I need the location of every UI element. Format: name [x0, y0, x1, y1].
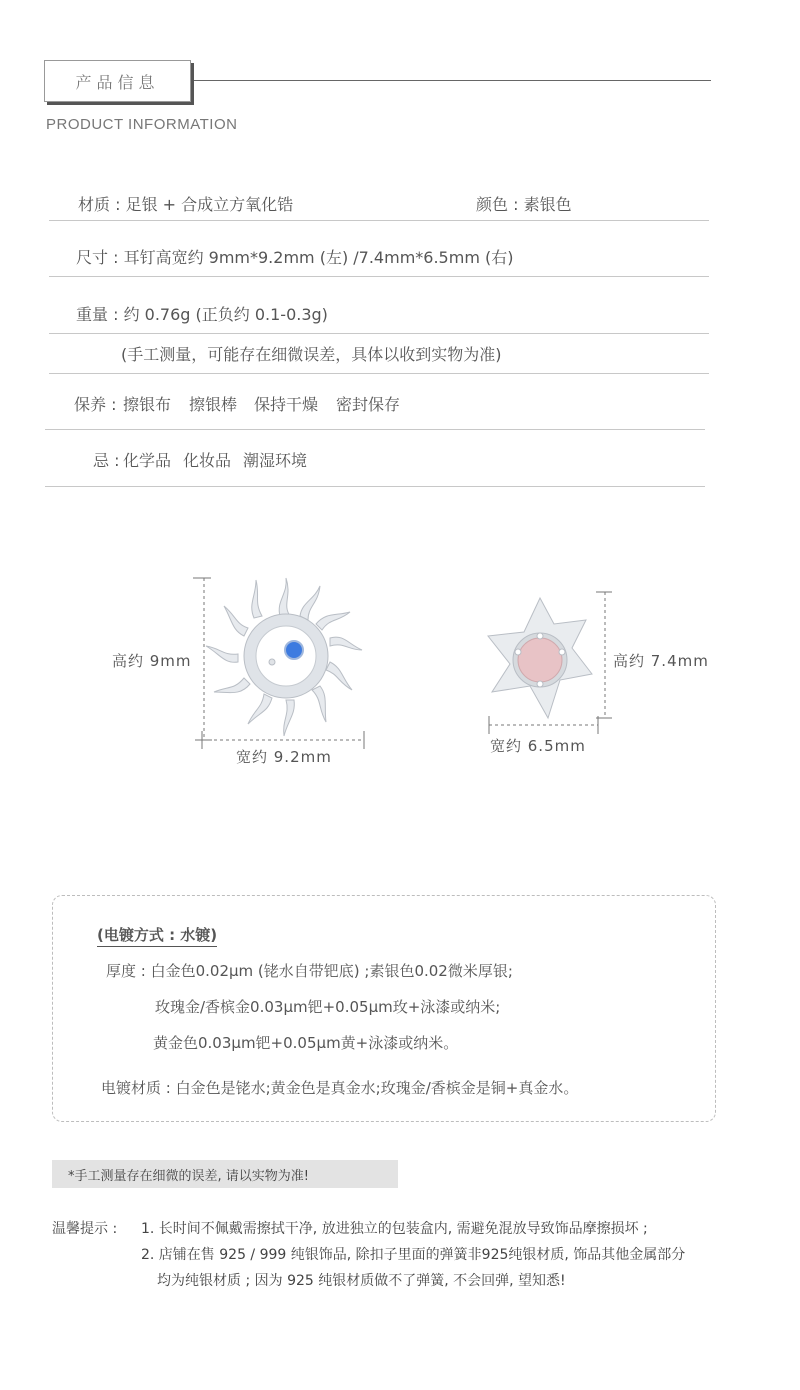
sun-earring	[206, 578, 362, 736]
plating-line: 玫瑰金/香槟金0.03μm钯+0.05μm玫+泳漆或纳米;	[155, 998, 501, 1016]
avoid-item: 化学品	[123, 451, 172, 470]
divider	[49, 276, 709, 277]
star-gem	[518, 638, 562, 682]
avoid-label: 忌 :	[93, 451, 120, 470]
left-height-guide	[193, 578, 212, 740]
plating-line: 厚度 : 白金色0.02μm (铑水自带钯底) ;素银色0.02微米厚银;	[106, 962, 513, 980]
divider	[45, 486, 705, 487]
tip-item: 1. 长时间不佩戴需擦拭干净, 放进独立的包装盒内, 需避免混放导致饰品摩擦损坏 ;	[141, 1221, 648, 1237]
header-line	[191, 80, 711, 81]
measurement-note-text: *手工测量存在细微的误差, 请以实物为准!	[68, 1168, 309, 1184]
divider	[45, 429, 705, 430]
avoid-item: 潮湿环境	[243, 451, 308, 470]
avoid-item: 化妆品	[183, 451, 232, 470]
material-text: 材质 : 足银 + 合成立方氧化锆	[78, 195, 294, 214]
plating-title: (电镀方式 : 水镀)	[97, 924, 217, 947]
tip-item-continued: 均为纯银材质 ; 因为 925 纯银材质做不了弹簧, 不会回弹, 望知悉!	[157, 1273, 566, 1289]
size-text: 尺寸 : 耳钉高宽约 9mm*9.2mm (左) /7.4mm*6.5mm (右)	[76, 248, 514, 267]
care-label: 保养 :	[74, 395, 117, 414]
color-text: 颜色 : 素银色	[476, 195, 572, 214]
right-height-label: 高约 7.4mm	[613, 652, 709, 670]
section-title-box	[44, 60, 191, 102]
tip-item: 2. 店铺在售 925 / 999 纯银饰品, 除扣子里面的弹簧非925纯银材质, 饰品其他金属部分	[141, 1247, 686, 1263]
divider	[49, 220, 709, 221]
sun-gem	[285, 641, 303, 659]
left-width-label: 宽约 9.2mm	[236, 748, 332, 766]
measurement-note	[52, 1160, 398, 1188]
right-width-guide	[489, 716, 598, 734]
plating-material-line: 电镀材质 : 白金色是铑水;黄金色是真金水;玫瑰金/香槟金是铜+真金水。	[101, 1079, 579, 1097]
star-earring	[488, 598, 592, 718]
tips-label: 温馨提示 :	[52, 1221, 118, 1237]
right-width-label: 宽约 6.5mm	[490, 737, 586, 755]
right-height-guide	[596, 592, 612, 718]
divider	[49, 373, 709, 374]
weight-note-text: (手工测量，可能存在细微误差，具体以收到实物为准)	[121, 345, 502, 364]
care-item: 密封保存	[336, 395, 401, 414]
weight-text: 重量 : 约 0.76g (正负约 0.1-0.3g)	[76, 305, 328, 324]
care-item: 擦银布	[123, 395, 172, 414]
care-item: 擦银棒	[189, 395, 238, 414]
section-title: 产品信息	[75, 72, 160, 92]
plating-line: 黄金色0.03μm钯+0.05μm黄+泳漆或纳米。	[153, 1034, 459, 1052]
left-height-label: 高约 9mm	[112, 652, 192, 670]
divider	[49, 333, 709, 334]
care-item: 保持干燥	[254, 395, 319, 414]
section-subtitle: PRODUCT INFORMATION	[46, 116, 238, 133]
